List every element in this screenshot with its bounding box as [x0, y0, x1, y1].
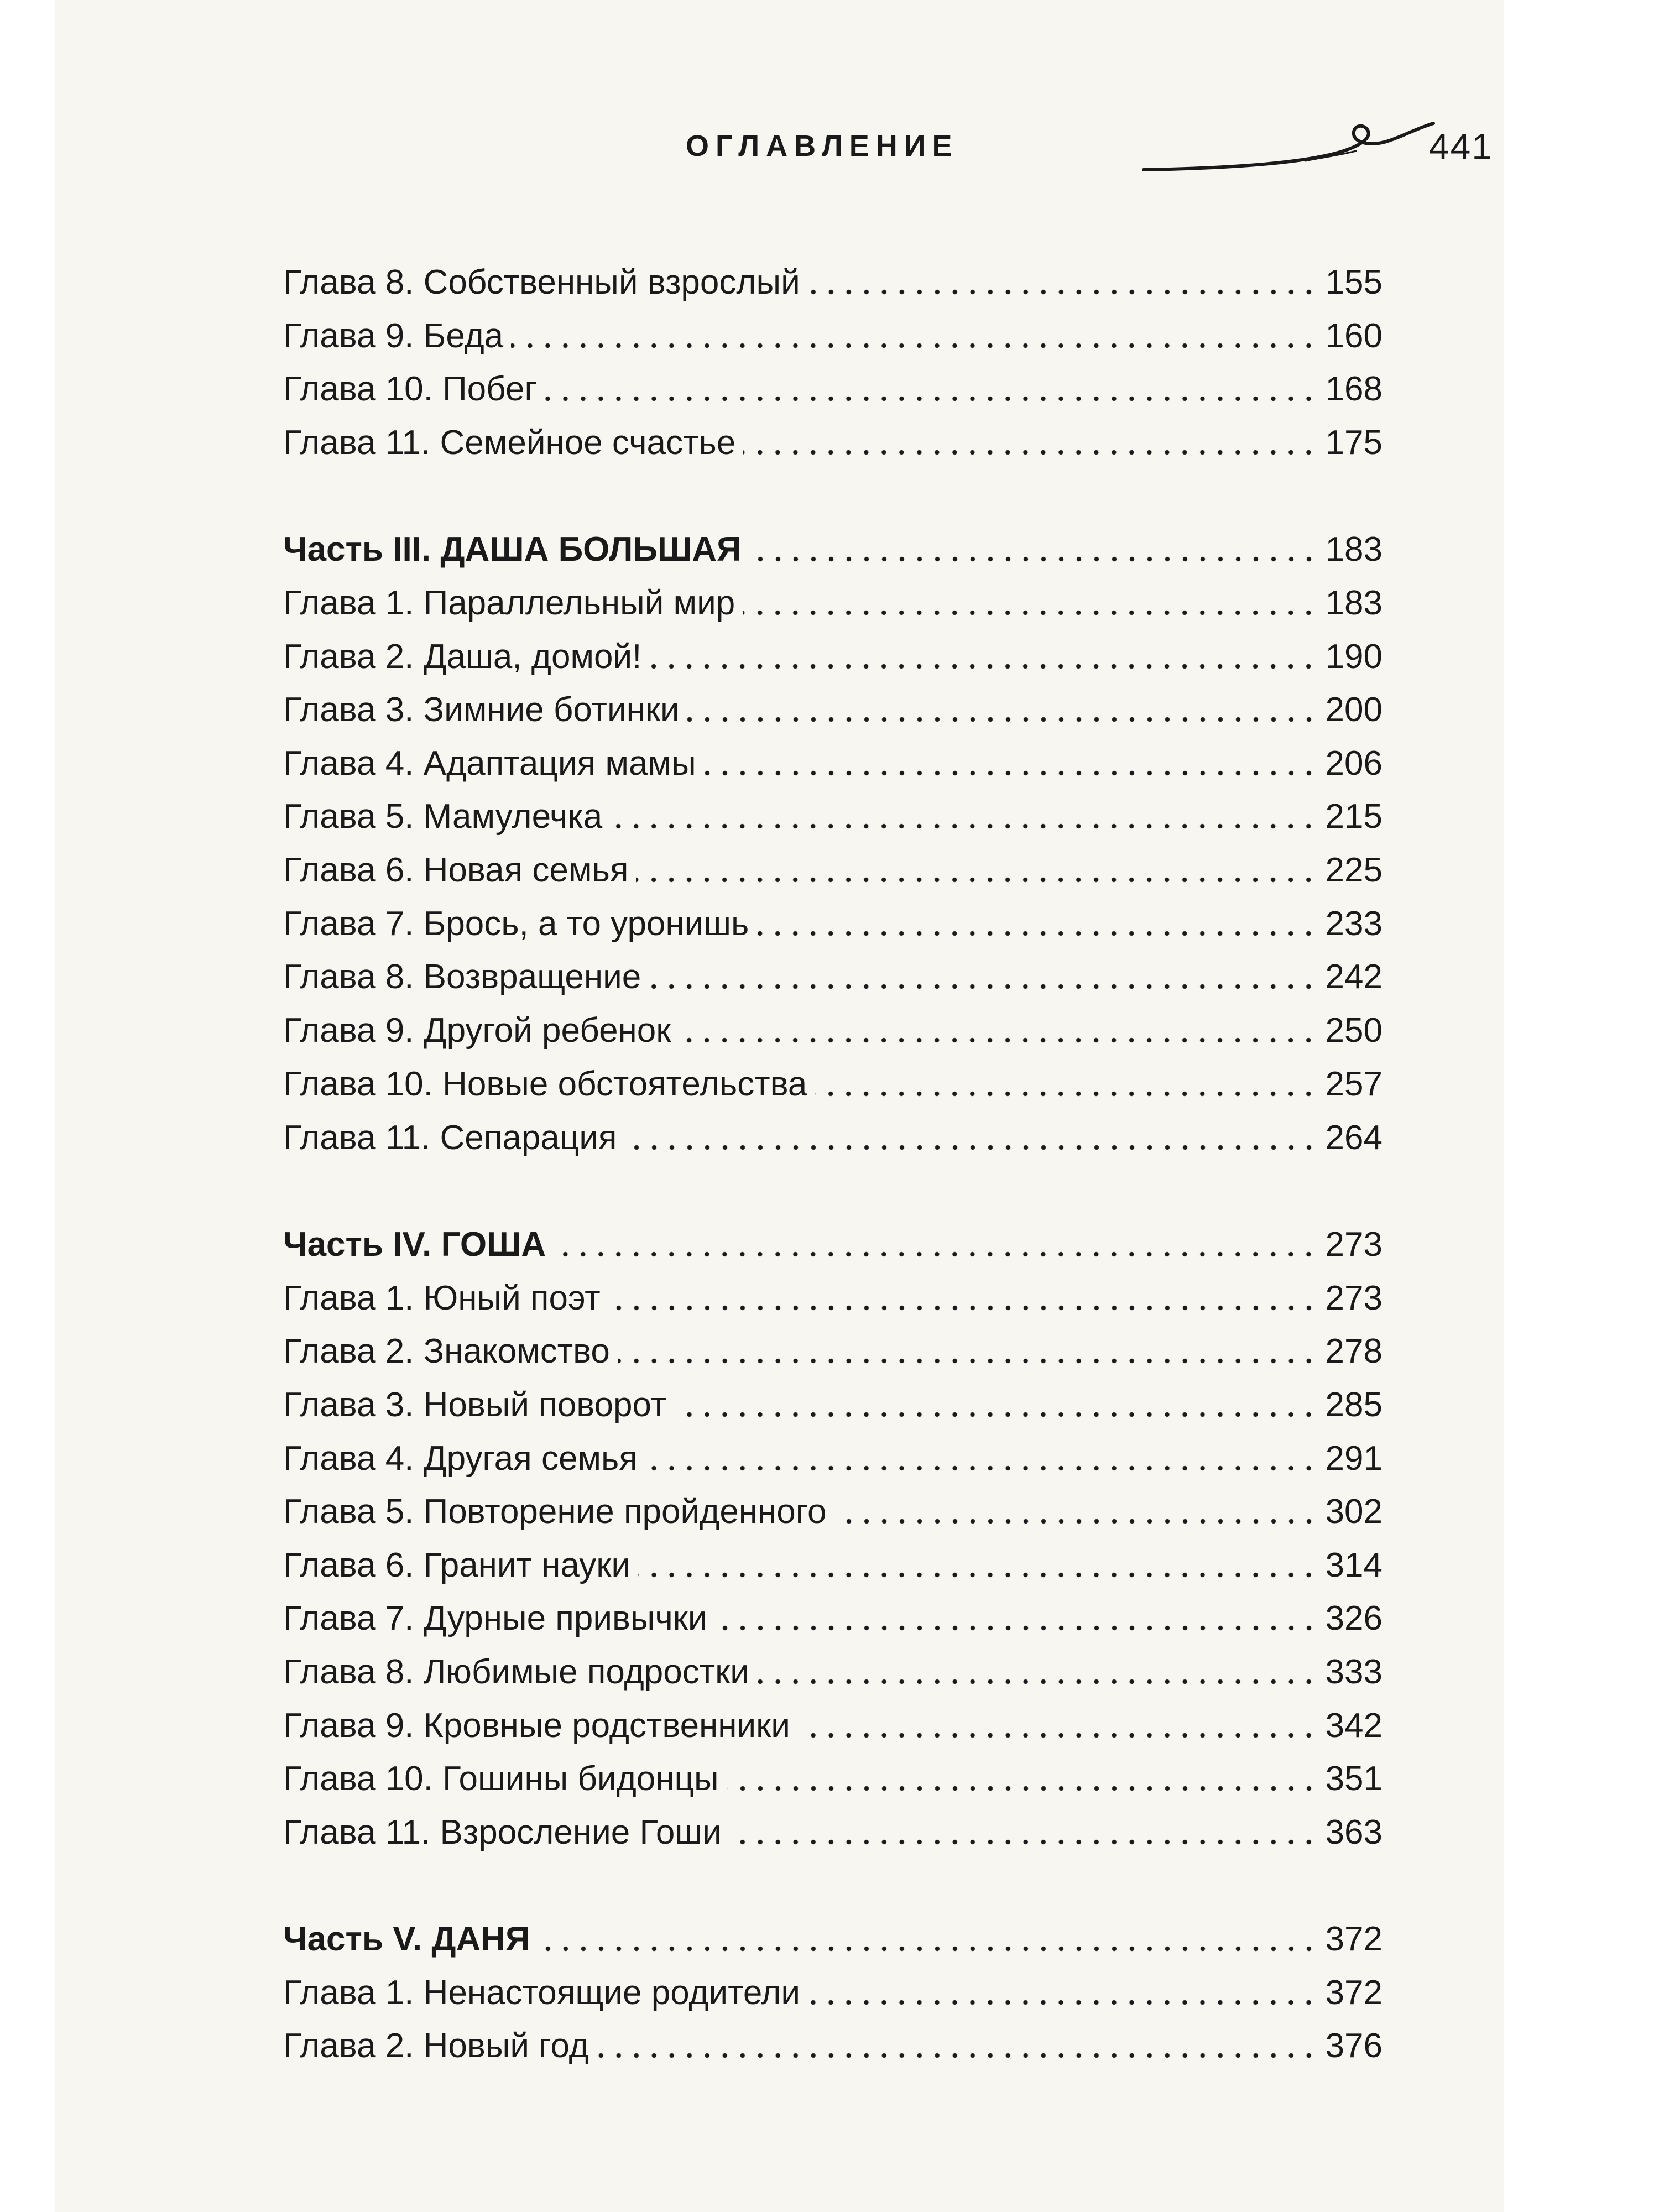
toc-entry-title: Глава 1. Параллельный мир [283, 583, 735, 622]
toc-entry-page: 190 [1325, 637, 1383, 676]
toc-entry-title: Глава 1. Юный поэт [283, 1279, 601, 1317]
toc-entry-title: Глава 9. Беда [283, 316, 504, 355]
toc-entry-page: 175 [1325, 423, 1383, 462]
dot-leader [636, 877, 1317, 883]
toc-chapter-entry [283, 1650, 1383, 1694]
toc-part-entry [283, 1917, 1383, 1961]
toc-entry-title: Глава 2. Знакомство [283, 1332, 610, 1370]
toc-entry-page: 155 [1325, 263, 1383, 301]
toc-chapter-entry [283, 1970, 1383, 2015]
dot-leader [834, 1518, 1318, 1525]
dot-leader [511, 342, 1317, 349]
dot-leader [743, 449, 1317, 456]
toc-chapter-entry [283, 794, 1383, 838]
toc-chapter-entry [283, 1008, 1383, 1052]
toc-entry-page: 302 [1325, 1492, 1383, 1531]
toc-chapter-entry [283, 1703, 1383, 1747]
dot-leader [704, 770, 1318, 776]
toc-entry-title: Глава 1. Ненастоящие родители [283, 1973, 801, 2012]
dot-leader [645, 1465, 1318, 1472]
dot-leader [610, 823, 1317, 830]
toc-entry-page: 314 [1325, 1546, 1383, 1584]
toc-chapter-entry [283, 1596, 1383, 1640]
toc-entry-page: 285 [1325, 1385, 1383, 1424]
toc-entry-page: 264 [1325, 1118, 1383, 1157]
toc-entry-title: Глава 10. Новые обстоятельства [283, 1065, 807, 1103]
dot-leader [638, 1572, 1318, 1578]
toc-entry-page: 372 [1325, 1973, 1383, 2012]
toc-entry-page: 242 [1325, 957, 1383, 996]
toc-entry-page: 326 [1325, 1599, 1383, 1637]
dot-leader [757, 930, 1317, 937]
toc-entry-page: 257 [1325, 1065, 1383, 1103]
dot-leader [679, 1037, 1317, 1044]
dot-leader [798, 1732, 1318, 1739]
toc-chapter-entry [283, 1383, 1383, 1427]
toc-part-entry [283, 1222, 1383, 1266]
toc-entry-title: Глава 8. Собственный взрослый [283, 263, 800, 301]
toc-chapter-entry [283, 741, 1383, 785]
toc-chapter-entry [283, 1062, 1383, 1106]
dot-leader [808, 1999, 1317, 2006]
toc-entry-title: Глава 11. Семейное счастье [283, 423, 736, 462]
toc-entry-title: Глава 8. Возвращение [283, 957, 641, 996]
dot-leader [649, 983, 1317, 990]
toc-chapter-entry [283, 687, 1383, 732]
toc-entry-page: 278 [1325, 1332, 1383, 1370]
toc-entry-title: Глава 5. Повторение пройденного [283, 1492, 827, 1531]
toc-entry-page: 168 [1325, 369, 1383, 408]
toc-entry-page: 200 [1325, 690, 1383, 729]
dot-leader [815, 1091, 1317, 1097]
toc-entry-title: Глава 3. Новый поворот [283, 1385, 667, 1424]
toc-chapter-entry [283, 954, 1383, 999]
toc-entry-page: 273 [1325, 1279, 1383, 1317]
page-number: 441 [1428, 126, 1493, 167]
toc-entry-title: Глава 7. Дурные привычки [283, 1599, 707, 1637]
toc-entry-title: Глава 2. Новый год [283, 2026, 589, 2065]
dot-leader [743, 609, 1317, 616]
toc-entry-page: 351 [1325, 1759, 1383, 1798]
toc-entry-page: 160 [1325, 316, 1383, 355]
toc-chapter-entry [283, 420, 1383, 465]
toc-entry-page: 183 [1325, 583, 1383, 622]
toc-entry-title: Глава 8. Любимые подростки [283, 1652, 749, 1691]
toc-entry-page: 333 [1325, 1652, 1383, 1691]
toc-chapter-entry [283, 1543, 1383, 1587]
toc-chapter-entry [283, 314, 1383, 358]
toc-chapter-entry [283, 1756, 1383, 1801]
toc-entry-page: 250 [1325, 1011, 1383, 1050]
toc-entry-page: 273 [1325, 1225, 1383, 1264]
toc-entry-title: Глава 7. Брось, а то уронишь [283, 904, 749, 943]
dot-leader [625, 1144, 1318, 1151]
toc-entry-title: Часть V. ДАНЯ [283, 1919, 530, 1958]
dot-leader [608, 1305, 1318, 1311]
toc-entry-page: 291 [1325, 1439, 1383, 1478]
toc-entry-title: Глава 6. Гранит науки [283, 1546, 630, 1584]
dot-leader [808, 289, 1318, 295]
dot-leader [749, 556, 1318, 562]
running-header [686, 119, 1504, 185]
toc-chapter-entry [283, 1489, 1383, 1533]
toc-entry-page: 183 [1325, 530, 1383, 568]
toc-entry-title: Глава 4. Адаптация мамы [283, 744, 696, 782]
toc-entry-title: Глава 2. Даша, домой! [283, 637, 642, 676]
toc-entry-title: Глава 11. Сепарация [283, 1118, 617, 1157]
book-page [55, 0, 1504, 2212]
toc-chapter-entry [283, 634, 1383, 679]
dot-leader [545, 395, 1317, 402]
toc-entry-page: 215 [1325, 797, 1383, 836]
dot-leader [554, 1251, 1317, 1258]
toc-entry-title: Глава 10. Побег [283, 369, 538, 408]
dot-leader [729, 1839, 1318, 1845]
toc-chapter-entry [283, 581, 1383, 625]
toc-entry-title: Глава 9. Кровные родственники [283, 1706, 790, 1745]
toc-entry-title: Глава 11. Взросление Гоши [283, 1813, 722, 1851]
toc-chapter-entry [283, 1810, 1383, 1854]
dot-leader [649, 663, 1317, 670]
toc-entry-title: Глава 3. Зимние ботинки [283, 690, 680, 729]
dot-leader [757, 1678, 1318, 1685]
toc-chapter-entry [283, 1115, 1383, 1160]
toc-chapter-entry [283, 260, 1383, 304]
toc-entry-page: 206 [1325, 744, 1383, 782]
toc-chapter-entry [283, 2023, 1383, 2068]
toc-chapter-entry [283, 367, 1383, 411]
toc-entry-page: 225 [1325, 851, 1383, 889]
toc-entry-page: 376 [1325, 2026, 1383, 2065]
dot-leader [687, 716, 1318, 723]
toc-entry-title: Глава 9. Другой ребенок [283, 1011, 671, 1050]
toc-chapter-entry [283, 848, 1383, 892]
dot-leader [715, 1625, 1318, 1631]
toc-part-entry [283, 527, 1383, 571]
toc-entry-page: 372 [1325, 1919, 1383, 1958]
dot-leader [674, 1411, 1318, 1418]
toc-entry-title: Глава 10. Гошины бидонцы [283, 1759, 719, 1798]
dot-leader [618, 1358, 1318, 1364]
toc-chapter-entry [283, 1329, 1383, 1373]
toc-entry-title: Глава 5. Мамулечка [283, 797, 603, 836]
dot-leader [538, 1945, 1318, 1952]
toc-chapter-entry [283, 901, 1383, 946]
toc-chapter-entry [283, 1436, 1383, 1480]
toc-chapter-entry [283, 1276, 1383, 1320]
header-title: ОГЛАВЛЕНИЕ [686, 129, 959, 163]
toc-entry-page: 233 [1325, 904, 1383, 943]
dot-leader [727, 1785, 1318, 1792]
toc-entry-title: Глава 6. Новая семья [283, 851, 629, 889]
toc-entry-title: Глава 4. Другая семья [283, 1439, 638, 1478]
flourish-ornament-icon [1139, 119, 1438, 180]
toc-entry-title: Часть IV. ГОША [283, 1225, 546, 1264]
dot-leader [597, 2052, 1318, 2059]
toc-entry-page: 342 [1325, 1706, 1383, 1745]
toc-entry-page: 363 [1325, 1813, 1383, 1851]
toc-entry-title: Часть III. ДАША БОЛЬШАЯ [283, 530, 742, 568]
